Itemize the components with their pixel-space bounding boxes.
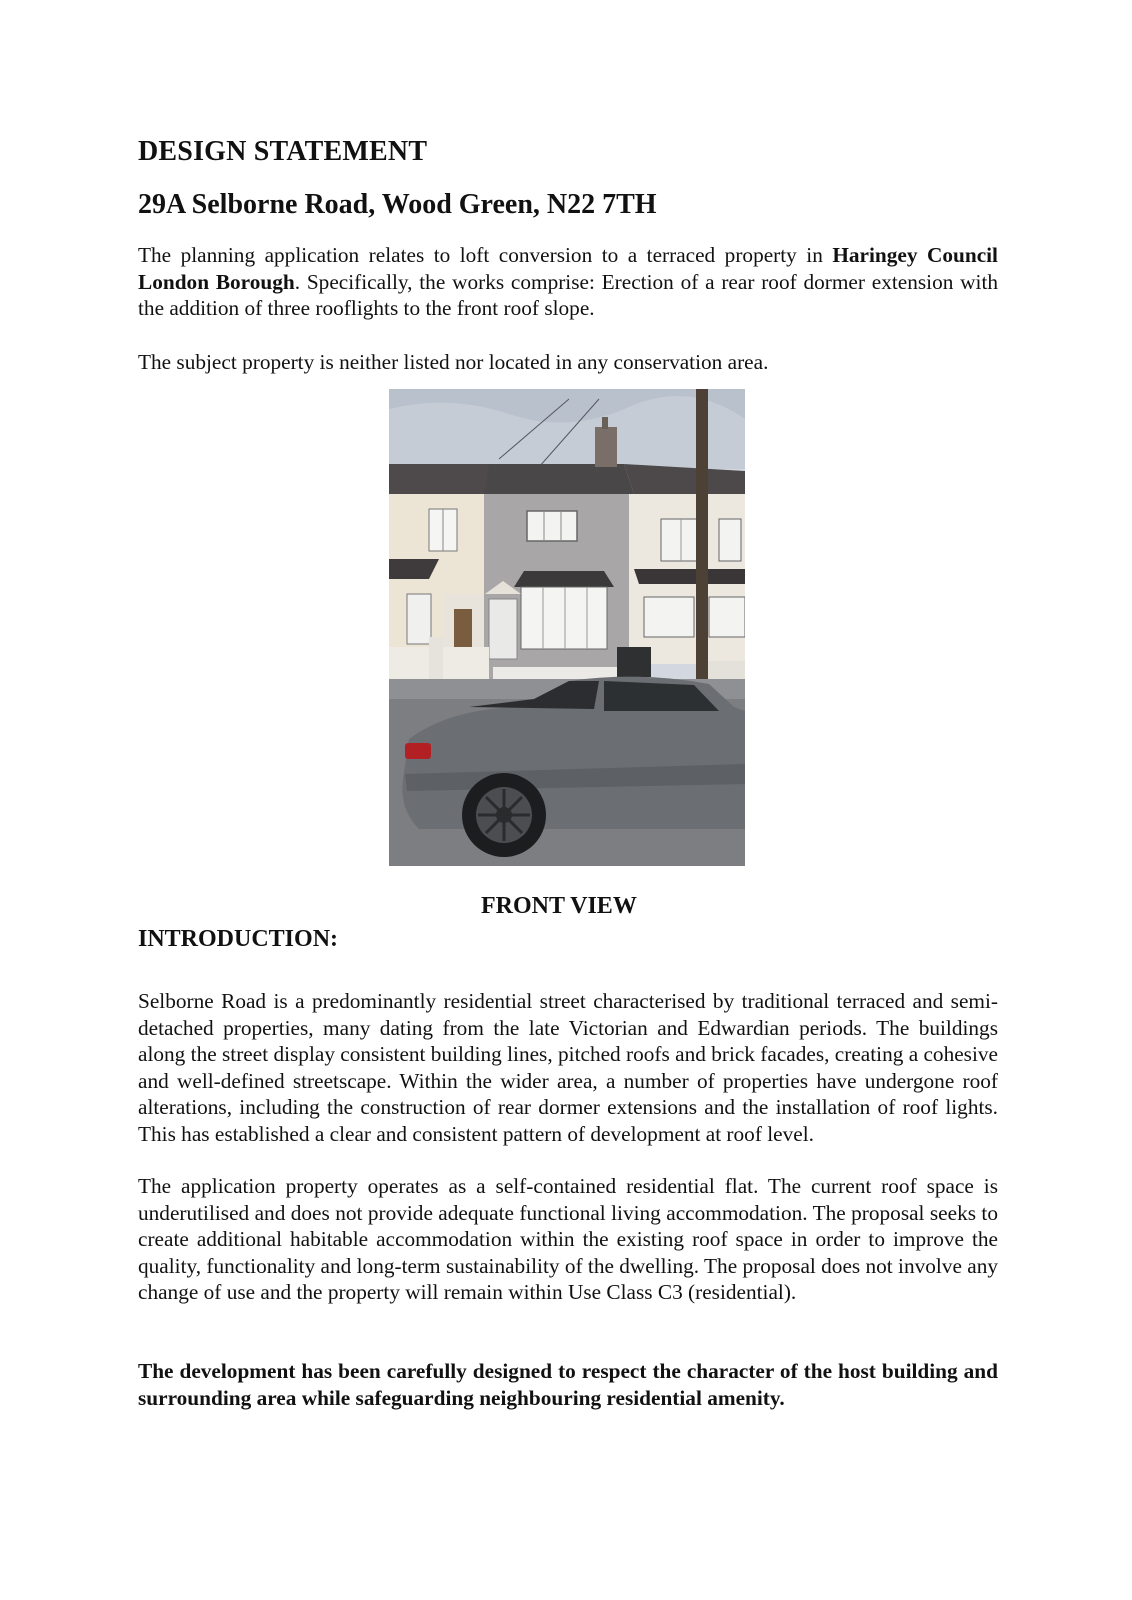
summary-text-before: The planning application relates to loft conversion to a terraced property in xyxy=(138,243,833,267)
introduction-paragraph-2: The application property operates as a self-contained residential flat. The current roof space is underutilised and does not provide adequate functional living accommodation. The proposal seeks to create additional habitable accommodation within the existing roof space in order to improve the quality, functionality and long-term sustainability of the dwelling. The proposal does not involve any change of use and the property will remain within Use Class C3 (residential). xyxy=(138,1174,998,1304)
council-name: Haringey Council London Borough xyxy=(138,243,998,294)
figure-caption: FRONT VIEW xyxy=(481,893,637,919)
introduction-paragraph-1: Selborne Road is a predominantly residential street characterised by traditional terraced and semi-detached properties, many dating from the late Victorian and Edwardian periods. The buildings along the street display consistent building lines, pitched roofs and brick facades, creating a cohesive and well-defined streetscape. Within the wider area, a number of properties have undergone roof alterations, including the construction of rear dormer extensions and the installation of roof lights. This has established a clear and consistent pattern of development at roof level. xyxy=(138,989,998,1146)
front-view-photo xyxy=(389,389,745,866)
document-title: DESIGN STATEMENT xyxy=(138,136,428,167)
listing-note: The subject property is neither listed nor located in any conservation area. xyxy=(138,350,769,374)
property-address: 29A Selborne Road, Wood Green, N22 7TH xyxy=(138,189,657,220)
application-summary xyxy=(138,242,998,322)
conclusion-statement: The development has been carefully designed to respect the character of the host building and surrounding area while safeguarding neighbouring residential amenity. xyxy=(138,1359,998,1410)
introduction-heading: INTRODUCTION: xyxy=(138,926,339,952)
summary-text-after: . Specifically, the works comprise: Erection of a rear roof dormer extension with the addition of three rooflights to the front roof slope. xyxy=(138,269,999,320)
